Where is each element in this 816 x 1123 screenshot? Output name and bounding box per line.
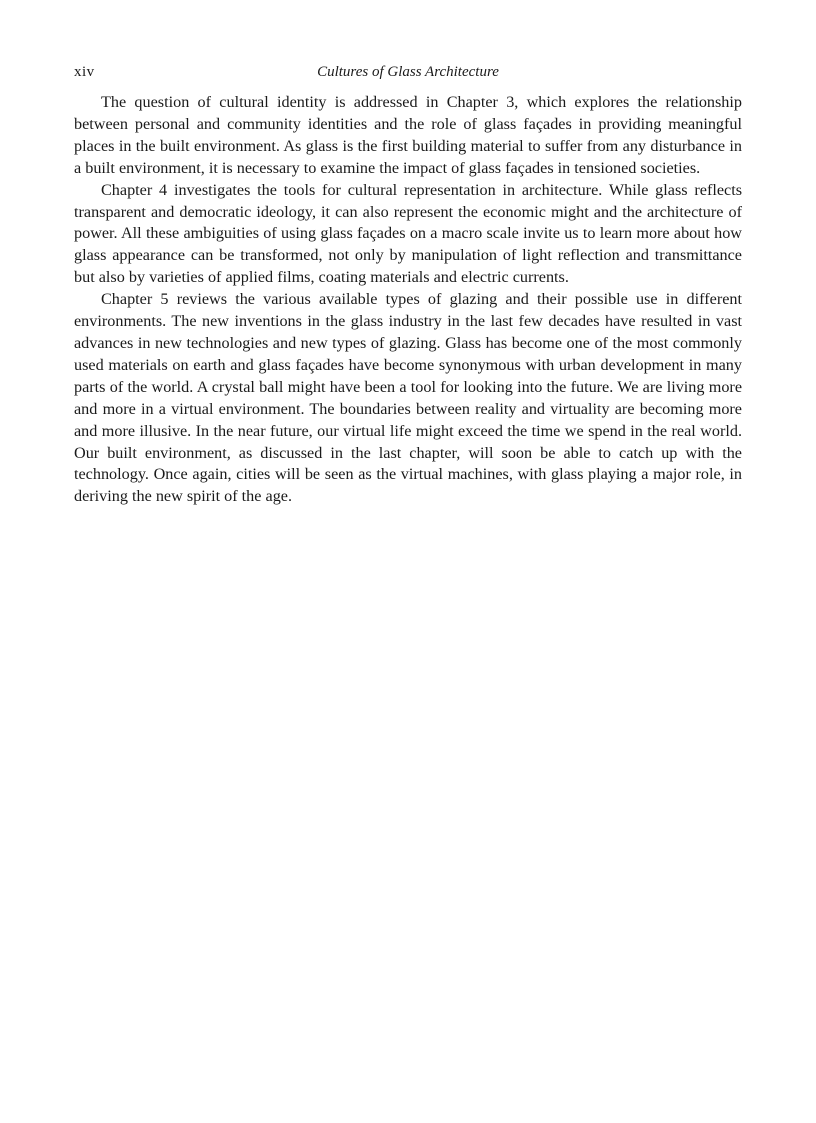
page-number: xiv	[74, 64, 95, 80]
running-title: Cultures of Glass Architecture	[317, 64, 499, 80]
paragraph-chapter-3: The question of cultural identity is addressed in Chapter 3, which explores the relationship between personal and community identities and the role of glass façades in providing meaningful places in the built environment. As glass is the first building material to suffer from any disturbance in a built environment, it is necessary to examine the impact of glass façades in tensioned societies.	[74, 93, 742, 177]
running-header	[74, 64, 742, 84]
paragraph-chapter-5: Chapter 5 reviews the various available types of glazing and their possible use in different environments. The new inventions in the glass industry in the last few decades have resulted in vast advances in new technologies and new types of glazing. Glass has become one of the most commonly used materials on earth and glass façades have become synonymous with urban development in many parts of the world. A crystal ball might have been a tool for looking into the future. We are living more and more in a virtual environment. The boundaries between reality and virtuality are becoming more and more illusive. In the near future, our virtual life might exceed the time we spend in the real world. Our built environment, as discussed in the last chapter, will soon be able to catch up with the technology. Once again, cities will be seen as the virtual machines, with glass playing a major role, in deriving the new spirit of the age.	[74, 290, 742, 506]
paragraph-chapter-4: Chapter 4 investigates the tools for cultural representation in architecture. While glass reflects transparent and democratic ideology, it can also represent the economic might and the architecture of power. All these ambiguities of using glass façades on a macro scale invite us to learn more about how glass appearance can be transformed, not only by manipulation of light reflection and transmittance but also by varieties of applied films, coating materials and electric currents.	[74, 180, 742, 287]
body-text	[74, 92, 742, 508]
